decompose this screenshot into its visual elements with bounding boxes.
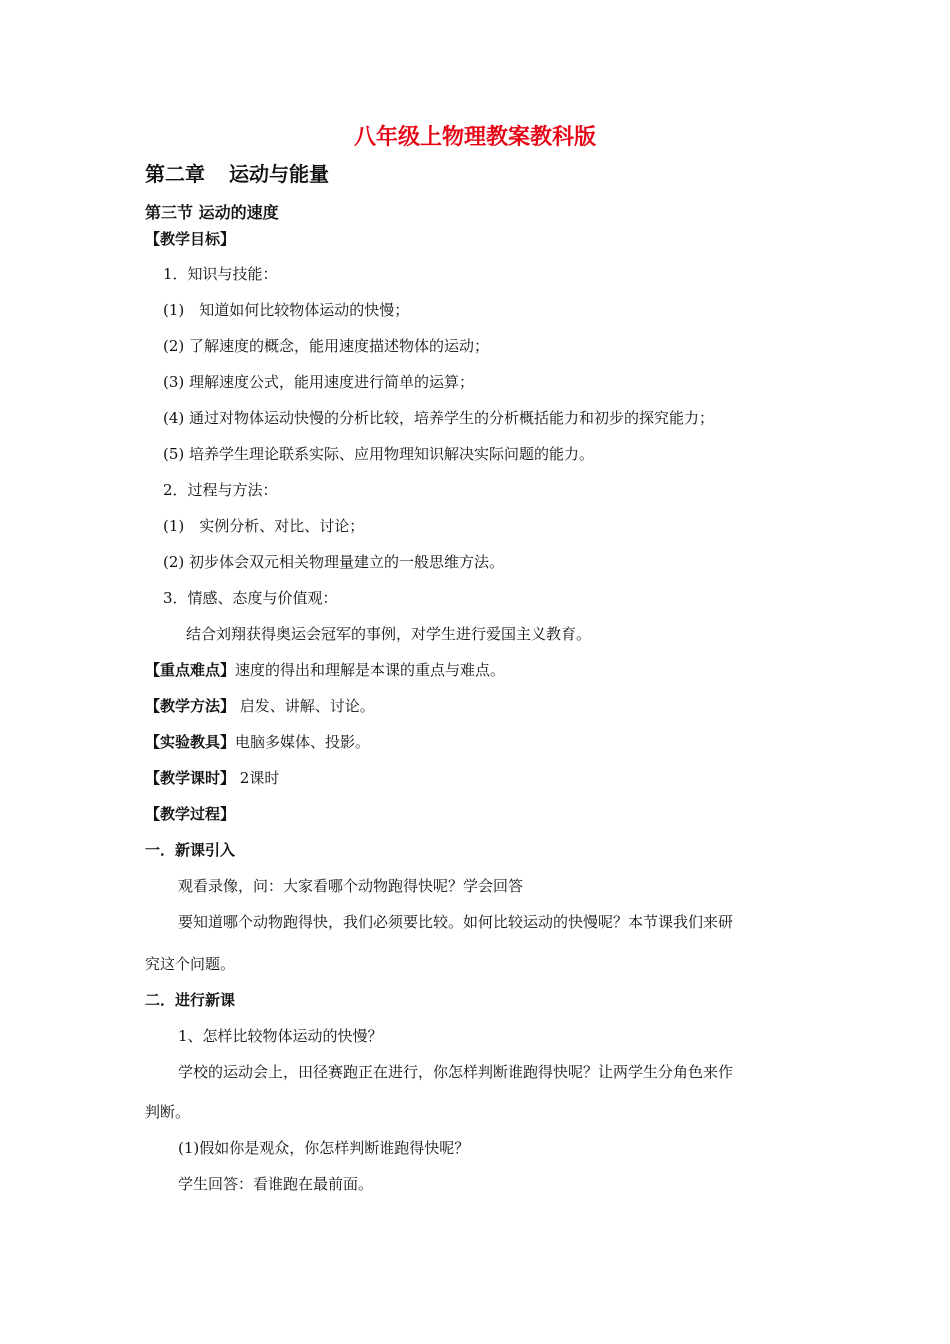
paragraph-continued: 究这个问题。 — [145, 955, 236, 973]
chapter-heading — [145, 161, 329, 187]
method-text: 启发、讲解、讨论。 — [235, 697, 375, 715]
paragraph: 要知道哪个动物跑得快，我们必须要比较。如何比较运动的快慢呢？本节课我们来研 — [178, 913, 734, 931]
goal-item: (3) 理解速度公式，能用速度进行简单的运算； — [163, 373, 475, 391]
paragraph: 学生回答：看谁跑在最前面。 — [178, 1175, 374, 1193]
tools-label: 【实验教具】 — [145, 733, 236, 751]
goal-process: 2．过程与方法： — [163, 481, 278, 499]
doc-title: 八年级上物理教案教科版 — [353, 125, 596, 150]
part-intro-heading: 一．新课引入 — [145, 841, 236, 859]
hours-label: 【教学课时】 — [145, 769, 236, 787]
experiment-tools — [145, 732, 370, 752]
hours-text: 2课时 — [235, 769, 280, 787]
key-points-label: 【重点难点】 — [145, 661, 236, 679]
paragraph: 1、怎样比较物体运动的快慢？ — [178, 1027, 383, 1045]
goal-item: (5) 培养学生理论联系实际、应用物理知识解决实际问题的能力。 — [163, 445, 595, 463]
goal-item: 结合刘翔获得奥运会冠军的事例，对学生进行爱国主义教育。 — [186, 625, 592, 643]
chapter-name: 运动与能量 — [229, 162, 329, 186]
paragraph: 观看录像，问：大家看哪个动物跑得快呢？学会回答 — [178, 877, 524, 895]
goal-item: (1) 知道如何比较物体运动的快慢； — [163, 301, 410, 319]
section-heading: 第三节 运动的速度 — [145, 203, 279, 222]
method-label: 【教学方法】 — [145, 697, 236, 715]
goal-attitude: 3．情感、态度与价值观： — [163, 589, 338, 607]
goal-item: (2) 了解速度的概念，能用速度描述物体的运动； — [163, 337, 490, 355]
goal-knowledge: 1．知识与技能： — [163, 265, 278, 283]
paragraph-continued: 判断。 — [145, 1103, 191, 1121]
goals-heading: 【教学目标】 — [145, 230, 236, 248]
goal-item: (2) 初步体会双元相关物理量建立的一般思维方法。 — [163, 553, 505, 571]
part-new-lesson-heading: 二．进行新课 — [145, 991, 236, 1009]
process-heading: 【教学过程】 — [145, 805, 236, 823]
paragraph: (1)假如你是观众，你怎样判断谁跑得快呢？ — [178, 1139, 470, 1157]
tools-text: 电脑多媒体、投影。 — [235, 733, 371, 751]
class-hours — [145, 768, 279, 788]
teaching-method — [145, 696, 375, 716]
key-points-text: 速度的得出和理解是本课的重点与难点。 — [235, 661, 506, 679]
key-points — [145, 660, 505, 680]
goal-item: (4) 通过对物体运动快慢的分析比较，培养学生的分析概括能力和初步的探究能力； — [163, 409, 715, 427]
goal-item: (1) 实例分析、对比、讨论； — [163, 517, 365, 535]
paragraph: 学校的运动会上，田径赛跑正在进行，你怎样判断谁跑得快呢？让两学生分角色来作 — [178, 1063, 734, 1081]
chapter-number: 第二章 — [145, 162, 205, 186]
